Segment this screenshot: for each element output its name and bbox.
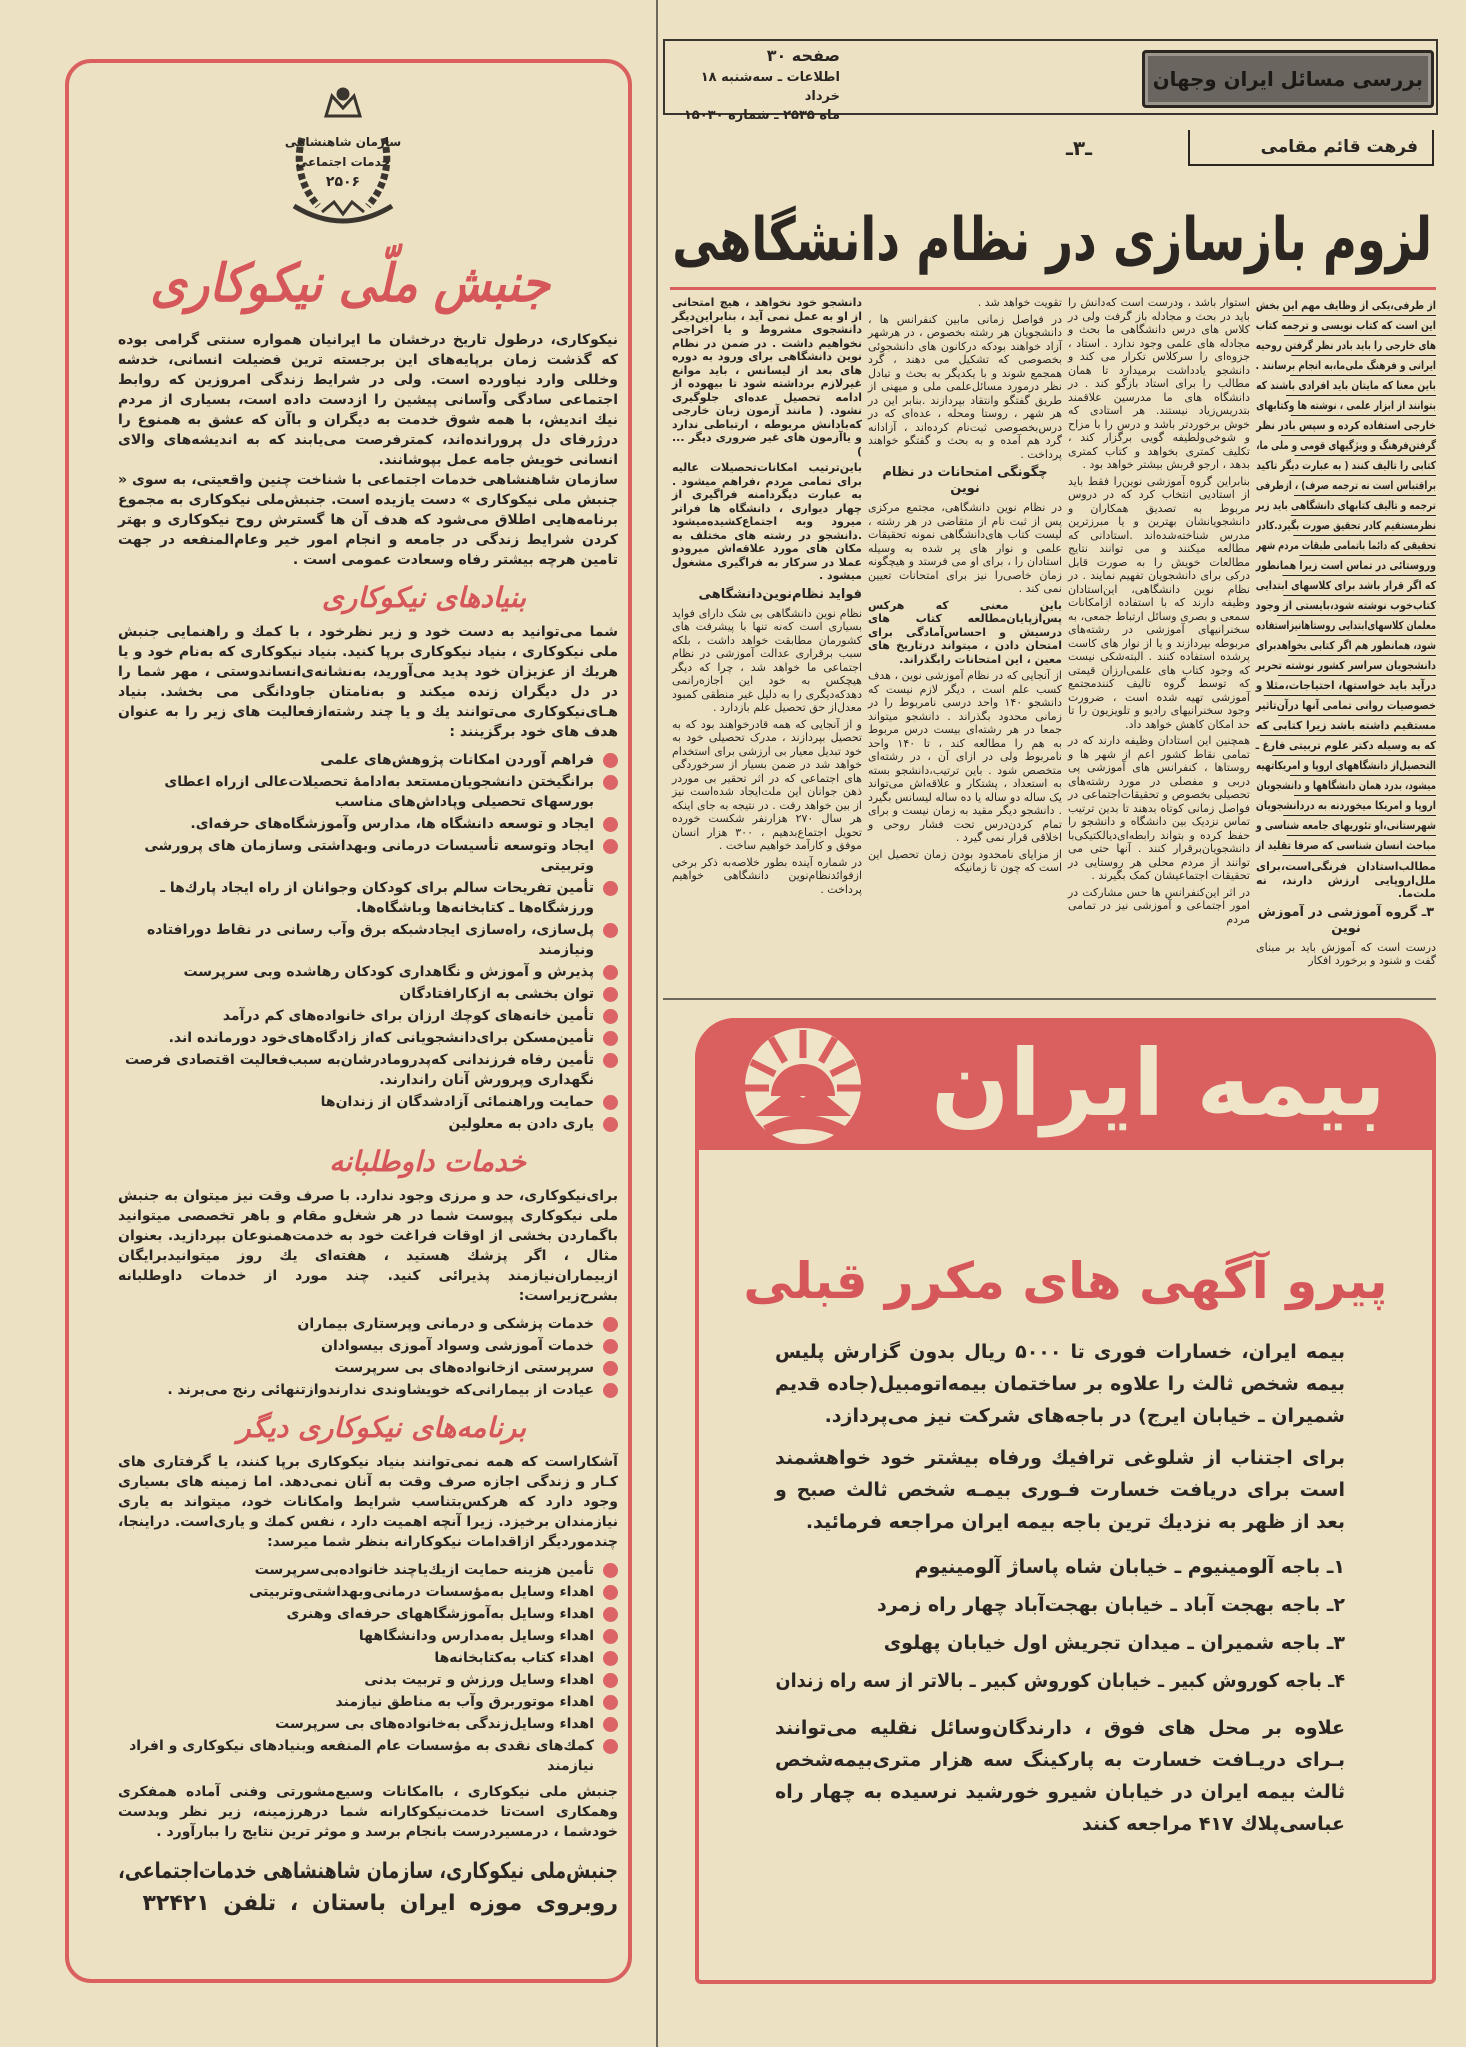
ruled-line: وروستائی در تماس است زیرا همانطور	[1282, 556, 1436, 576]
branch-item: ۲ـ باجه بهجت آباد ـ خیابان بهجت‌آباد چهار راه زمرد	[877, 1594, 1345, 1616]
list-item-text: تأمین رفاه فرزندانی که‌پدرومادرشان‌به سبب‌فعالیت اقتصادی فرصت نگهداری وپرورش آنان راندارند.	[124, 1052, 594, 1088]
list-item-text: اهداء موتوربرق وآب به مناطق نیازمند	[335, 1694, 594, 1710]
article-column-3	[868, 296, 1062, 878]
list-item-text: پل‌سازی، راه‌سازی ایجادشبکه برق وآب رسانی در نقاط دورافتاده ونیازمند	[147, 922, 594, 958]
bullet-dot-icon	[603, 1095, 618, 1110]
volunteer-list	[118, 1314, 618, 1400]
list-item	[118, 1314, 618, 1334]
list-item	[118, 878, 618, 918]
bullet-dot-icon	[603, 1317, 618, 1332]
list-item	[118, 1714, 618, 1734]
bullet-dot-icon	[603, 923, 618, 938]
paragraph: در اثر این‌کنفرانس ها حس مشارکت در امور اجتماعی و آموزشی نیز در تمامی مردم	[1068, 885, 1250, 926]
ruled-line: دانشجویان سراسر کشور نوشته تحریر	[1278, 656, 1436, 676]
list-item-text: اهداء وسایل ورزش و تربیت بدنی	[364, 1672, 594, 1688]
list-item	[118, 1336, 618, 1356]
list-item-text: اهداء کتاب به‌کتابخانه‌ها	[434, 1650, 594, 1666]
list-item	[118, 1358, 618, 1378]
other-programs-heading: برنامه‌های نیکوکاری دیگر	[237, 1411, 526, 1444]
list-item	[118, 1050, 618, 1090]
ruled-line: شود، همانطور هم اگر کتابی بخواهدبرای	[1288, 636, 1436, 656]
headline-rule	[670, 287, 1436, 290]
paragraph: باین معنی که هرکس پس‌ازپایان‌مطالعه کتاب های درسیش و احساس‌آمادگی برای امتحان دادن ، میتواند درتاریخ های معین ، این امتحانات رابگذراند.	[868, 598, 1062, 666]
subheading-exams: چگونگی امتحانات در نظام نوین	[882, 465, 1048, 496]
intro-paragraph-2: سازمان شاهنشاهی خدمات اجتماعی با شناخت چنین واقعیتی، به سوی « جنبش ملی نیکوکاری » دست یازیده است. جنبش‌ملی نیکوکاری به مجموع برنامه‌هایی اطلاق می‌شود که هدف آن ها گسترش روح نیکوکاری و بهتر کردن شرایط زندگی در جامعه و انجام امور خیر وعام‌المنفعه در جهت تامین هرچه بیشتر رفاه وسعادت عمومی است .	[118, 472, 618, 568]
list-item	[118, 1670, 618, 1690]
list-item	[118, 772, 618, 812]
bullet-dot-icon	[603, 1383, 618, 1398]
paragraph: دانشجو خود نخواهد ، هیچ امتحانی از او به عمل نمی آید ، بنابراین‌دیگر دانشجوی مشروط و یا اخراجی نخواهیم داشت . در ضمن در نظام نوین دانشگاهی برای ورود به دوره های بعد از لیسانس ، باید موانع غیرلازم برداشته شود تا بیهوده از ادامه تحصیل عده‌ای جلوگیری نشود. ( مانند آزمون زبان خارجی که‌بادانش مربوطه ، ارتباطی ندارد و یاآزمون های غیر ضروری دیگر ... )	[672, 296, 862, 458]
emblem-year: ۲۵۰۶	[325, 174, 361, 190]
list-item	[118, 1582, 618, 1602]
column-divider	[656, 0, 658, 2047]
bullet-dot-icon	[603, 1361, 618, 1376]
ruled-line: گرفتن‌فرهنگ و ویژگیهای قومی و ملی ما،	[1295, 436, 1436, 456]
bullet-dot-icon	[603, 1629, 618, 1644]
ruled-line: خارجی استفاده کرده و سپس بادر نظر	[1281, 416, 1436, 436]
charity-closing: جنبش ملی نیکوکاری ، باامکانات وسیع‌مشورتی وفنی آماده همفکری وهمکاری است‌تا خدمت‌نیکوکارانه شما درهرزمینه، زیر نظر وبدست خودشما ، درمسیردرست بانجام برسد و موثر ترین نتایج را ببارآورد .	[118, 1784, 618, 1840]
branch-item: ۱ـ باجه آلومینیوم ـ خیابان شاه پاساژ آلومینیوم	[914, 1556, 1345, 1578]
page-number: صفحه ۳۰	[766, 46, 840, 65]
ruled-line: میشود، بدرد همان دانشگاهها و دانشجویان	[1294, 776, 1436, 796]
ad-headline: پیرو آگهی های مکرر قبلی	[743, 1252, 1388, 1310]
charity-footer-line1: جنبش‌ملی نیکوکاری، سازمان شاهنشاهی خدمات‌اجتماعی،	[118, 1859, 618, 1884]
ruled-line: کتاب‌خوب نوشته شود،بایستی از وجود	[1277, 596, 1436, 616]
list-item	[118, 1648, 618, 1668]
bullet-dot-icon	[603, 1695, 618, 1710]
bime-iran-sun-mountain-logo	[741, 1024, 865, 1148]
charity-title: جنبش ملّی نیکوکاری	[150, 254, 550, 314]
bullet-dot-icon	[603, 839, 618, 854]
bullet-dot-icon	[603, 817, 618, 832]
bullet-dot-icon	[603, 1031, 618, 1046]
bullet-dot-icon	[603, 1651, 618, 1666]
article-headline: لزوم بازسازی در نظام دانشگاهی	[672, 205, 1432, 275]
list-item	[118, 1736, 618, 1776]
ruled-line: خصوصیات روانی تمامی آنها درآن‌تاثیر	[1278, 696, 1436, 716]
ruled-line: ترجمه و تالیف کتابهای دانشگاهی باید زیر	[1291, 496, 1436, 516]
bullet-dot-icon	[603, 1053, 618, 1068]
list-item	[118, 1560, 618, 1580]
paragraph: و از آنجایی که همه قادرخواهند بود که به تحصیل بپردازند ، مدرک تحصیلی خود به خود تبدیل معیار بی ارزشی برای استخدام خواهد شد در ضمن بسیار از سرخوردگی های اجتماعی که در اثر تحقیر بی موردر ذهن جوانان این ملت‌ایجاد شده‌است نیز از بین خواهد رفت . در نتیجه به جای اینکه هر سال ۲۷۰ هزارنفر شکست خورده تحویل اجتماع‌بدهیم ، ۳۰۰ هزار انسان موفق و کارآمد خواهیم ساخت .	[672, 717, 862, 852]
paragraph: تقویت خواهد شد .	[977, 296, 1062, 309]
list-item	[118, 1028, 618, 1048]
paragraph: بنابراین گروه آموزشی نوین‌را فقط باید از استادیی انتخاب کرد که در دروس مربوط به تصدیق همکاران و دانشجویانشان بهترین و یا مبرز‌ترین مدرس شناخته‌شده‌اند .استادانی که مطالعه میکنند و می توانند نتایج مطالعات خویش را به صورت قابل درکی برای دانشجویان تفهیم نمایند . در نظام نوین دانشگاهی، این‌استادان وظیفه دارند که با استفاده ازامکانات سمعی و بصری وسائل ارتباط جمعی، به سخنرانیهای آموزشی در رشته‌های مربوطه بپردازند و یا از نوار های کاست پرشده استفاده کنند . البته‌شکی نیست که وجود کتاب های علمی‌ارزان قیمتی که توسط گروه تالیف کنندمجتمع آموزشی تهیه شده است ، ضرورت وجود سخنرانیهای رادیو و تلویزیون را تا حد امکان کاهش خواهد داد.	[1068, 474, 1250, 731]
ruled-line: این است که کتاب نویسی و ترجمه کتاب	[1284, 316, 1436, 336]
bullet-dot-icon	[603, 1717, 618, 1732]
list-item-text: عیادت از بیمارانی‌که خویشاوندی ندارندوازتنهائی رنج می‌برند .	[167, 1382, 594, 1398]
ruled-line: باین معنا که مایتان باید افرادی باشند که	[1286, 376, 1436, 396]
ruled-line: اروپا و امریکا میخوردنه به دردانشجویان	[1283, 796, 1436, 816]
list-item-text: فراهم آوردن امکانات پژوهش‌های علمی	[320, 752, 594, 768]
article-column-2	[1068, 296, 1250, 929]
section-title-box	[1142, 50, 1434, 108]
brand-name: بیمه ایران	[931, 1030, 1386, 1137]
list-item	[118, 984, 618, 1004]
subheading-teaching-group: ۳ـ گروه آموزشی در آموزش نوین	[1257, 904, 1435, 936]
other-programs-list	[118, 1560, 618, 1776]
social-services-emblem	[282, 86, 404, 228]
bullet-dot-icon	[603, 775, 618, 790]
bullet-dot-icon	[603, 1585, 618, 1600]
volunteer-text: برای‌نیکوکاری، حد و مرزی وجود ندارد. با صرف وقت نیز میتوان به جنبش ملی نیکوکاری پیوست شما در هر شغل‌و مقام و باهر تخصصی میتوانید باگماردن بخشی از اوقات فراغت خود به خدمت‌همنوعان بپردازید. بعنوان مثال ، اگر پزشك هستید ، هفته‌ای یك روز میتوانیدبرایگان ازبیماران‌نیازمند پذیرائی کنید. چند مورد از خدمات داوطلبانه بشرح‌زیراست:	[118, 1188, 618, 1304]
branch-item: ۴ـ باجه کوروش کبیر ـ خیابان کوروش کبیر ـ بالاتر از سه راه زندان	[775, 1670, 1345, 1692]
paragraph: باین‌ترتیب امکانات‌تحصیلات عالیه برای تمامی مردم ،فراهم میشود . به عبارت دیگردامنه فراگیری از چهار دیواری ، دانشگاه ها فراتر میرود وبه اجتماع‌کشیده‌میشود .دانشجو در رشته های مختلف به مکان های مورد علاقه‌اش میرودو عملا در سرکار به فراگیری مشغول میشود .	[672, 461, 862, 582]
ruled-line: ایرانی و فرهنگ ملی‌ما،به انجام برسانند .	[1290, 356, 1436, 376]
paragraph: در نظام نوین دانشگاهی، مجتمع مرکزی پس از ثبت نام از متقاضی در هر رشته ، لیست کتاب های‌دانشگاهی نمونه تحقیقات علمی و نوار های پر شده به وسیله استادان را ، برای او می فرستد و هیچگونه زمان خاصی‌را نیز برای امتحانات تعیین نمی کند .	[868, 501, 1062, 595]
charity-footer-address: روبروی موزه ایران باستان ، تلفن ۳۲۴۲۱	[142, 1891, 618, 1916]
foundations-list	[118, 750, 618, 1134]
ruled-line: التحصیل‌از دانشگاههای اروپا و امریکاتهیه	[1290, 756, 1436, 776]
other-programs-text: آشکاراست که همه نمی‌توانند بنیاد نیکوکاری برپا کنند، یا گرفتاری های کـار و زندگی اجازه صرف وقت به آنان نمی‌دهد. اما زمینه های بسیاری وجود دارد که هرکس‌بتناسب شرایط وامکانات خود، میتواند به یاری نیازمندان برخیزد. زیرا آنچه اهمیت دارد ، نفس کمك و یاری‌است. دراینجا، چندموردیگر ازاقدامات نیکوکارانه بنظر شما میرسد:	[118, 1454, 618, 1550]
list-item	[118, 750, 618, 770]
bullet-dot-icon	[603, 1673, 618, 1688]
ruled-line: براقتباس است نه ترجمه صرف) ، ازطرفی	[1294, 476, 1436, 496]
list-item-text: اهداء وسایل به‌مؤسسات درمانی‌وبهداشتی‌وتربیتی	[248, 1584, 594, 1600]
paragraph: در فواصل زمانی مابین کنفرانس ها ، دانشجویان هر رشته بخصوص ، در هرشهر آزاد خواهند بودکه درکانون های دانشجوئی بخصوصی که تشکیل می دهند ، گرد همجمع شوند و با یکدیگر به بحث و تبادل نظر درمورد مسائل‌علمی ملی و میهنی از طریق گفتگو وانتقاد بپردازند .بنابر این در هر شهر ، روستا ومحله ، عده‌ای که در درس‌بخصوصی ثبت‌نام کرده‌اند ، آزادانه گرد هم آمده و به بحث و گفتگو خواهند پرداخت .	[868, 312, 1062, 461]
ruled-line: بتوانند از ابزار علمی ، نوشته ها وکتابهای	[1291, 396, 1436, 416]
list-item	[118, 1006, 618, 1026]
list-item	[118, 1114, 618, 1134]
volunteer-heading: خدمات داوطلبانه	[329, 1145, 526, 1178]
bullet-dot-icon	[603, 1563, 618, 1578]
ad-paragraph-3: علاوه بر محل های فوق ، دارندگان‌وسائل نقلیه می‌توانند بـرای دریـافت خسارت به پارکینگ سه هزار متری‌بیمه‌شخص ثالث بیمه ایران در خیابان شیرو خورشید نرسیده به چهار راه عباسی‌پلاك ۴۱۷ مراجعه کنند	[775, 1717, 1345, 1835]
ruled-line: شهرستانی،او تئوریهای جامعه شناسی و	[1287, 816, 1436, 836]
author-byline: فرهت قائم مقامی	[1188, 130, 1434, 166]
list-item	[118, 1626, 618, 1646]
bullet-dot-icon	[603, 753, 618, 768]
ad-body	[775, 1336, 1345, 1850]
list-item-text: ایجاد و توسعه دانشگاه ها، مدارس وآموزشگاه‌های حرفه‌ای.	[190, 816, 594, 832]
list-item-text: تأمین‌مسکن برای‌دانشجویانی که‌از زادگاه‌های‌خود دورمانده اند.	[168, 1030, 594, 1046]
ruled-line: های خارجی را باید بادر نظر گرفتن روحیه	[1291, 336, 1436, 356]
paragraph: از آنجایی که در نظام آموزشی نوین ، هدف کسب علم است ، دیگر لازم نیست که دانشجو ۱۴۰ واحد درسی نامربوط را در زمانی محدود بگذراند . دانشجو میتواند جمعا در هر رشته‌ای بیست درس مربوط به هم را مطالعه کند ، تا ۱۴۰ واحد نامربوط ولی در ازای آن ، در رشته‌ای متخصص شود . باین ترتیب،دانشجو بسته به استعداد ، پشتکار و علاقه‌اش می‌تواند یک ساله دو ساله یا ده ساله لیسانس بگیرد . دانشجو دیگر مقید به زمان نیست و برای تمام کردن‌درس تحت فشار روحی و اخلاقی قرار نمی گیرد .	[868, 669, 1063, 844]
foundations-text: شما می‌توانید به دست خود و زیر نظرخود ، با کمك و راهنمایی جنبش ملی نیکوکاری ، بنیاد نیکوکاری برپا کنید. بنیاد نیکوکاری که به‌نام خود و یا هریك از عزیزان خود پدید می‌آورید، به‌نشانه‌ی‌انساندوستی ، مهر شما را در دل دیگران زنده میکند و به‌نامتان جاودانگی می بخشد. بنیاد هـای‌نیکوکاری می‌توانند یك و یا چند رشته‌ازفعالیت های زیر را به عنوان هدف های خود برگزینند :	[118, 624, 618, 740]
list-item-text: اهداء وسایل‌زندگی به‌خانواده‌های بی سرپرست	[275, 1716, 594, 1732]
list-item	[118, 1380, 618, 1400]
list-item-text: پذیرش و آموزش و نگاهداری کودکان رهاشده وبی سرپرست	[183, 964, 594, 980]
charity-body	[118, 330, 618, 1920]
article-column-4	[672, 296, 862, 899]
ruled-line: که اگر قرار باشد برای کلاسهای ابتدایی	[1283, 576, 1436, 596]
intro-paragraph-1: نیکوکاری، درطول تاریخ درخشان ما ایرانیان همواره سنتی گرامی بوده که گذشت زمان برپایه‌های این برجسته ترین فضیلت انسانی، خدشه وخللی وارد نیاورده است. ولی در شرایط زندگی امروزین که روابط اجتماعی سادگی وآسانی پیشین را ازدست داده است، بسیاری از مردم نیك اندیش، با همه شوق خدمت به دیگران و باآن که عشق به همنوع را درژرفای دل پرورانده‌اند، کمترفرصت می‌یابند که به اندیشه‌های والای انسانی خویش جامه عمل بپوشانند.	[118, 332, 618, 468]
list-item-text: تأمین تفریحات سالم برای کودکان وجوانان از راه ایجاد پارك‌ها ـ ورزشگاه‌ها ـ کتابخانه‌ها وباشگاه‌ها.	[160, 880, 594, 916]
paragraph: در شماره آینده بطور خلاصه‌به ذکر برخی ازفوائدنظام‌نوین دانشگاهی خواهیم پرداخت .	[672, 855, 862, 896]
subheading-benefits: فواید نظام‌نوین‌دانشگاهی	[698, 586, 862, 602]
ruled-line: مباحث انسان شناسی که صرفا تقلید از	[1282, 836, 1436, 856]
emblem-line2: خدمات اجتماعی	[295, 155, 391, 169]
bullet-dot-icon	[603, 1009, 618, 1024]
bullet-dot-icon	[603, 965, 618, 980]
list-item-text: تأمین هزینه حمایت ازیك‌یاچند خانواده‌بی‌سرپرست	[254, 1562, 594, 1578]
list-item	[118, 920, 618, 960]
list-item	[118, 1092, 618, 1112]
list-item-text: تأمین خانه‌های کوچك ارزان برای خانواده‌های کم درآمد	[222, 1008, 594, 1024]
charity-intro	[118, 330, 618, 570]
col1-paragraph: درست است که آموزش باید بر مبنای گفت و شنود و برخورد افکار	[1256, 940, 1436, 967]
section-title: بررسی مسائل ایران وجهان	[1152, 67, 1423, 91]
ruled-line: که به وسیله دکتر علوم تربیتی فارغ ـ	[1272, 736, 1436, 756]
emblem-line1: سازمان شاهنشاهی	[284, 135, 402, 149]
paragraph: استوار باشد ، ودرست است که‌دانش را باید در بحث و مجادله باز گرفت ولی در کلاس های درس دانشگاهی ما بحث و مجادله های علمی وجود ندارد . استاد ، جزوه‌ای را سرکلاس تکرار می کند و دانشجو یادداشت برمیدارد تا همان مطالب را برای استاد بازگو کند . در دانشگاه های ما مدرسین علاقمند بتدریس‌زیاد نیستند. هر استادی که خوش برخوردتر باشد و درس را با مزاح و شوخی‌ولطیفه گویی برگزار کند ، تکلیف کمتری بخواهد و کتاب کمتری بدهد ، ارجو قربش بیشتر خواهد بود .	[1068, 296, 1250, 471]
article-column-1	[1256, 296, 1436, 971]
branch-item: ۳ـ باجه شمیران ـ میدان تجریش اول خیابان پهلوی	[883, 1632, 1345, 1654]
ad-paragraph-1: بیمه ایران، خسارات فوری تا ۵۰۰۰ ریال بدون گزارش پلیس بیمه شخص ثالث را علاوه بر ساختمان بیمه‌اتومبیل(جاده قدیم شمیران ـ خیابان ایرج) در باجه‌های شرکت نیز می‌پردازد.	[775, 1341, 1345, 1427]
list-item	[118, 1604, 618, 1624]
col1-tail: مطالب‌استادان فرنگی‌است،برای ملل‌اروپایی ارزش دارند، نه ملت‌ما.	[1256, 860, 1436, 900]
ruled-line: تحقیقی که دائما باتمامی طبقات مردم شهر	[1299, 536, 1436, 556]
paragraph: نظام نوین دانشگاهی بی شک دارای فواید بسیاری است که‌نه تنها با پیشرفت های کشورمان مطابقت خواهد داشت ، بلکه سبب برقراری عدالت آموزشی در نظام اجتماعی ما خواهد شد ، چرا که دیگر هیچکس به خود این اجازه‌رانمی دهدکه‌دیگری را به دلیل غیر منطقی کمبود معدل‌از حق تحصیل علم بازدارد .	[672, 606, 862, 714]
bullet-dot-icon	[603, 1739, 618, 1754]
bullet-dot-icon	[603, 987, 618, 1002]
bullet-dot-icon	[603, 1339, 618, 1354]
bullet-dot-icon	[603, 1117, 618, 1132]
ad-paragraph-2: برای اجتناب از شلوغی ترافیك ورفاه بیشتر خود خواهشمند است برای دریافت خسارت فـوری بیمـه شخص ثالث صبح و بعد از ظهر به نزدیك ترین باجه بیمه ایران مراجعه فرمائید.	[775, 1447, 1345, 1533]
insurance-advertisement	[695, 1018, 1436, 1984]
ruled-line: نظرمستقیم کادر تحقیق صورت بگیرد.کادر	[1293, 516, 1436, 536]
bullet-dot-icon	[603, 881, 618, 896]
ruled-line: معلمان کلاسهای‌ابتدایی روستاها‌نیز‌استفاده	[1298, 616, 1436, 636]
ruled-line: کتابی را تالیف کنند ( به عبارت دیگر تاکید	[1289, 456, 1436, 476]
list-item-text: خدمات پزشکی و درمانی وپرستاری بیماران	[297, 1316, 594, 1332]
list-item-text: اهداء وسایل به‌مدارس ودانشگاهها	[358, 1628, 594, 1644]
issue-date: اطلاعات ـ سه‌شنبه ۱۸ خرداد	[700, 70, 840, 104]
list-item	[118, 836, 618, 876]
charity-footer	[118, 1856, 618, 1920]
ruled-line: از طرفی،یکی از وظایف مهم این بخش	[1282, 296, 1436, 316]
list-item-text: برانگیختن دانشجویان‌مستعد به‌ادامهٔ تحصیلات‌عالی ازراه اعطای بورسهای تحصیلی وپاداش‌های مناسب	[164, 774, 594, 810]
paragraph: از مزایای نامحدود بودن زمان تحصیل این است که چون تا زمانیکه	[868, 847, 1062, 874]
list-item-text: یاری دادن به معلولین	[448, 1116, 594, 1132]
list-item-text: کمك‌های نقدی به مؤسسات عام المنفعه وبنیادهای نیکوکاری و افراد نیازمند	[129, 1738, 594, 1774]
list-item-text: سرپرستی ازخانواده‌های بی سرپرست	[334, 1360, 594, 1376]
issue-info	[680, 44, 840, 125]
article-bottom-rule	[663, 998, 1436, 1000]
ruled-line: درآید باید خواستها، احتیاجات،مثلا و	[1264, 676, 1436, 696]
list-item-text: ایجاد وتوسعه تأسیسات درمانی وبهداشتی وسازمان های پرورشی وتربیتی	[144, 838, 594, 874]
series-part: ـ۳ـ	[1066, 136, 1092, 160]
list-item-text: توان بخشی به ازکارافتادگان	[399, 986, 594, 1002]
issue-number: ماه ۲۵۳۵ ـ شماره ۱۵۰۳۰	[683, 108, 840, 123]
paragraph: همچنین این استادان وظیفه دارند که در تمامی نقاط کشور اعم از شهر ها و روستاها ، کنفرانس های آموزشی پی دربی و مفصلی در مورد رشته‌های تحصیلی بخصوص و تحقیقات‌اجتماعی در فواصل زمانی کوتاه بدهند تا بدین ترتیب تماس نزدیک بین دانشگاه و دانشجو را حفظ کرده و بتواند رابطه‌ای‌دیالکتیکی‌با دانشجویان‌برقرار کنند . آنها حتی می توانند از مردم محلی هر روستایی در تحقیقات اجتماعیشان کمک بگیرند .	[1068, 734, 1250, 882]
bullet-dot-icon	[603, 1607, 618, 1622]
list-item-text: حمایت وراهنمائی آزادشدگان از زندان‌ها	[320, 1094, 594, 1110]
branch-list	[775, 1548, 1345, 1700]
list-item-text: خدمات آموزشی وسواد آموزی بیسوادان	[321, 1338, 594, 1354]
ruled-lines	[1256, 296, 1436, 856]
list-item	[118, 962, 618, 982]
list-item	[118, 1692, 618, 1712]
foundations-heading: بنیادهای نیکوکاری	[321, 581, 526, 614]
list-item-text: اهداء وسایل به‌آموزشگاههای حرفه‌ای وهنری	[286, 1606, 594, 1622]
list-item	[118, 814, 618, 834]
ruled-line: مستقیم داشته باشد زیرا کتابی که	[1260, 716, 1436, 736]
